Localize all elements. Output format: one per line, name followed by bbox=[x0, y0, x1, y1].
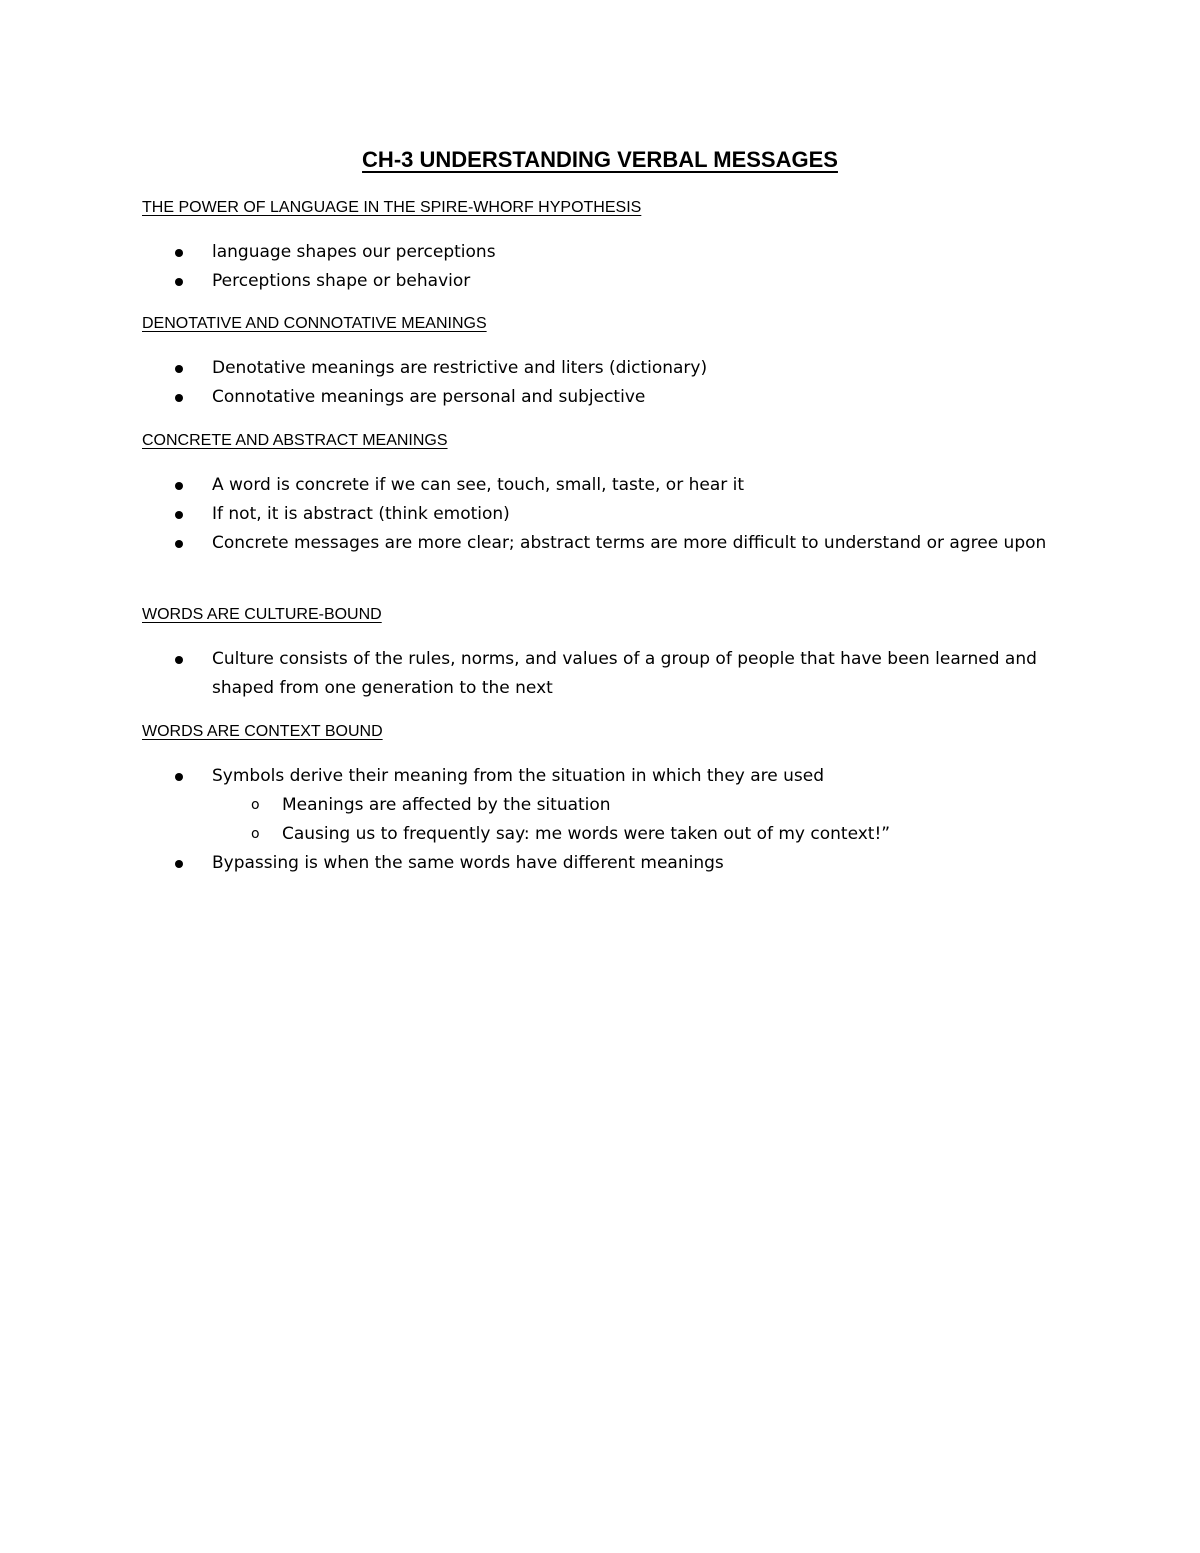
list-item bbox=[142, 500, 1082, 529]
list-item bbox=[142, 762, 1082, 849]
bullet-icon bbox=[175, 773, 183, 781]
sub-bullet-list bbox=[212, 791, 1082, 849]
bullet-list bbox=[142, 238, 1082, 296]
section-denotative-connotative bbox=[142, 314, 1082, 412]
list-item-text: Bypassing is when the same words have different meanings bbox=[212, 853, 724, 873]
bullet-list bbox=[142, 354, 1082, 412]
bullet-icon bbox=[175, 656, 183, 664]
list-item-text: Culture consists of the rules, norms, and values of a group of people that have been learned and shaped from one generation to the next bbox=[212, 649, 1037, 698]
bullet-icon bbox=[175, 365, 183, 373]
list-item-text: Symbols derive their meaning from the situation in which they are used bbox=[212, 766, 825, 786]
bullet-icon bbox=[175, 249, 183, 257]
bullet-icon bbox=[175, 482, 183, 490]
list-item bbox=[142, 267, 1082, 296]
list-item-text: A word is concrete if we can see, touch, small, taste, or hear it bbox=[212, 475, 745, 495]
list-item bbox=[142, 645, 1082, 703]
bullet-icon bbox=[175, 540, 183, 548]
circle-bullet-icon: o bbox=[251, 797, 260, 813]
section-heading: DENOTATIVE AND CONNOTATIVE MEANINGS bbox=[142, 315, 487, 332]
list-item bbox=[142, 354, 1082, 383]
list-item-text: Concrete messages are more clear; abstract terms are more difficult to understand or agree upon bbox=[212, 533, 1047, 553]
bullet-list bbox=[142, 645, 1082, 703]
bullet-icon bbox=[175, 278, 183, 286]
list-item bbox=[142, 529, 1082, 558]
page-title: CH-3 UNDERSTANDING VERBAL MESSAGES bbox=[362, 147, 838, 172]
bullet-icon bbox=[175, 394, 183, 402]
list-item bbox=[142, 383, 1082, 412]
bullet-list bbox=[142, 471, 1082, 558]
list-item-text: If not, it is abstract (think emotion) bbox=[212, 504, 510, 524]
section-power-of-language bbox=[142, 198, 1082, 296]
bullet-list bbox=[142, 762, 1082, 878]
list-item bbox=[142, 849, 1082, 878]
bullet-icon bbox=[175, 860, 183, 868]
section-heading: THE POWER OF LANGUAGE IN THE SPIRE-WHORF HYPOTHESIS bbox=[142, 199, 642, 216]
list-item-text: language shapes our perceptions bbox=[212, 242, 496, 262]
sub-list-item-text: Causing us to frequently say: me words were taken out of my context!” bbox=[282, 824, 891, 844]
section-heading: WORDS ARE CONTEXT BOUND bbox=[142, 723, 383, 740]
section-concrete-abstract bbox=[142, 431, 1082, 558]
list-item-text: Perceptions shape or behavior bbox=[212, 271, 471, 291]
sub-list-item bbox=[212, 820, 1082, 849]
section-heading: CONCRETE AND ABSTRACT MEANINGS bbox=[142, 432, 448, 449]
sub-list-item-text: Meanings are affected by the situation bbox=[282, 795, 611, 815]
sub-list-item bbox=[212, 791, 1082, 820]
list-item-text: Denotative meanings are restrictive and liters (dictionary) bbox=[212, 358, 708, 378]
section-heading: WORDS ARE CULTURE-BOUND bbox=[142, 606, 382, 623]
list-item-text: Connotative meanings are personal and subjective bbox=[212, 387, 646, 407]
bullet-icon bbox=[175, 511, 183, 519]
list-item bbox=[142, 471, 1082, 500]
list-item bbox=[142, 238, 1082, 267]
circle-bullet-icon: o bbox=[251, 826, 260, 842]
section-context-bound bbox=[142, 722, 1082, 878]
section-culture-bound bbox=[142, 605, 1082, 703]
